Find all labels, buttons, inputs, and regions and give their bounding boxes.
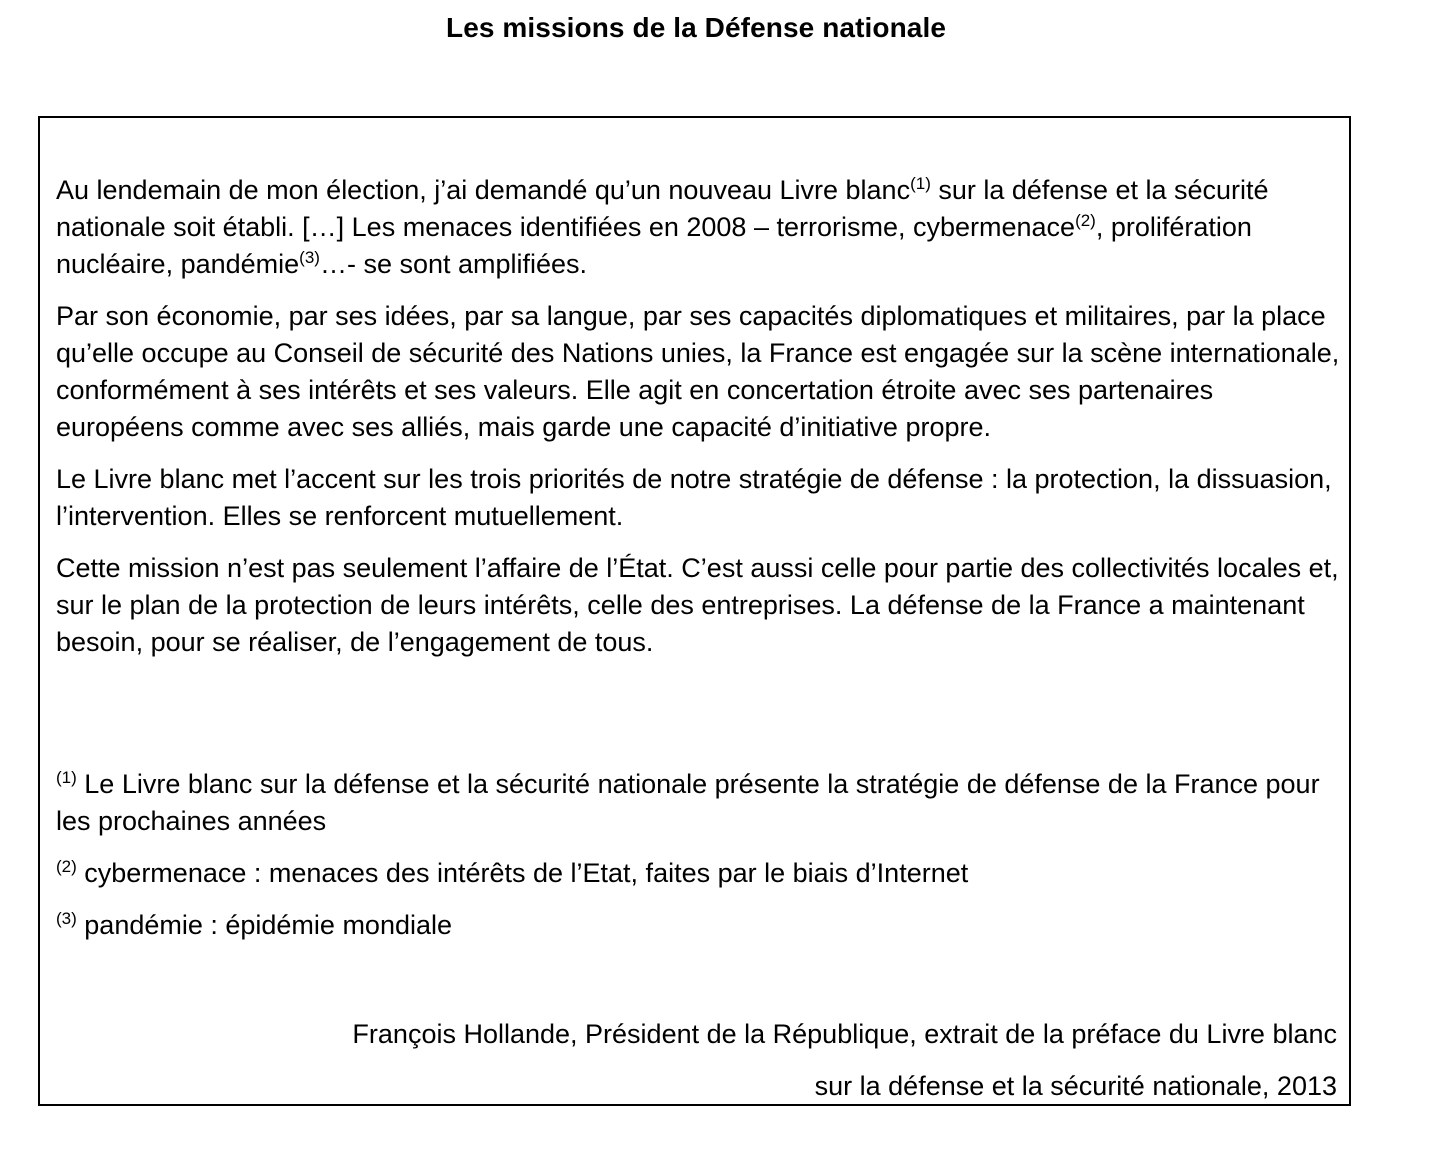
paragraph-2: Par son économie, par ses idées, par sa langue, par ses capacités diplomatiques et militaires, par la place qu’elle occupe au Conseil de sécurité des Nations unies, la France est engagée sur la scène internationale, conformément à ses intérêts et ses valeurs. Elle agit en concertation étroite avec ses partenaires européens comme avec ses alliés, mais garde une capacité d’initiative propre. — [56, 301, 1340, 442]
footnote-2-text: cybermenace : menaces des intérêts de l’Etat, faites par le biais d’Internet — [76, 858, 969, 888]
page-title: Les missions de la Défense nationale — [446, 12, 946, 43]
footnote-2 — [56, 855, 1346, 892]
footnote-1-marker: (1) — [56, 768, 77, 787]
paragraph-1-part-b: sur la défense et la sécurité nationale soit établi. […] Les menaces identifiées en 2008 – terrorisme, cybermenace — [56, 175, 1269, 242]
paragraph-1-part-c: , prolifération nucléaire, pandémie — [56, 212, 1252, 279]
footnote-3 — [56, 907, 1346, 944]
footnote-1 — [56, 766, 1346, 840]
footnote-2-marker: (2) — [56, 857, 77, 876]
source-line-2: sur la défense et la sécurité nationale, 2013 — [814, 1071, 1337, 1101]
paragraph-1-part-a: Au lendemain de mon élection, j’ai demandé qu’un nouveau Livre blanc — [56, 175, 911, 205]
footnote-3-marker: (3) — [56, 909, 77, 928]
footnote-3-text: pandémie : épidémie mondiale — [76, 910, 453, 940]
excerpt-body — [56, 172, 1346, 676]
footnote-ref-3: (3) — [299, 248, 320, 267]
paragraph-1 — [56, 172, 1346, 283]
footnote-ref-1: (1) — [910, 174, 931, 193]
source-line-1: François Hollande, Président de la République, extrait de la préface du Livre blanc — [352, 1019, 1337, 1049]
text-frame — [38, 116, 1351, 1106]
source-attribution — [47, 1016, 1337, 1120]
paragraph-3: Le Livre blanc met l’accent sur les trois priorités de notre stratégie de défense : la protection, la dissuasion, l’intervention. Elles se renforcent mutuellement. — [56, 464, 1332, 531]
footnote-1-text: Le Livre blanc sur la défense et la sécurité nationale présente la stratégie de défense de la France pour les prochaines années — [56, 769, 1320, 836]
footnotes — [56, 766, 1346, 959]
footnote-ref-2: (2) — [1075, 211, 1096, 230]
paragraph-1-part-d: …- se sont amplifiées. — [319, 249, 588, 279]
paragraph-4: Cette mission n’est pas seulement l’affaire de l’État. C’est aussi celle pour partie des collectivités locales et, sur le plan de la protection de leurs intérêts, celle des entreprises. La défense de la France a maintenant besoin, pour se réaliser, de l’engagement de tous. — [56, 553, 1339, 657]
